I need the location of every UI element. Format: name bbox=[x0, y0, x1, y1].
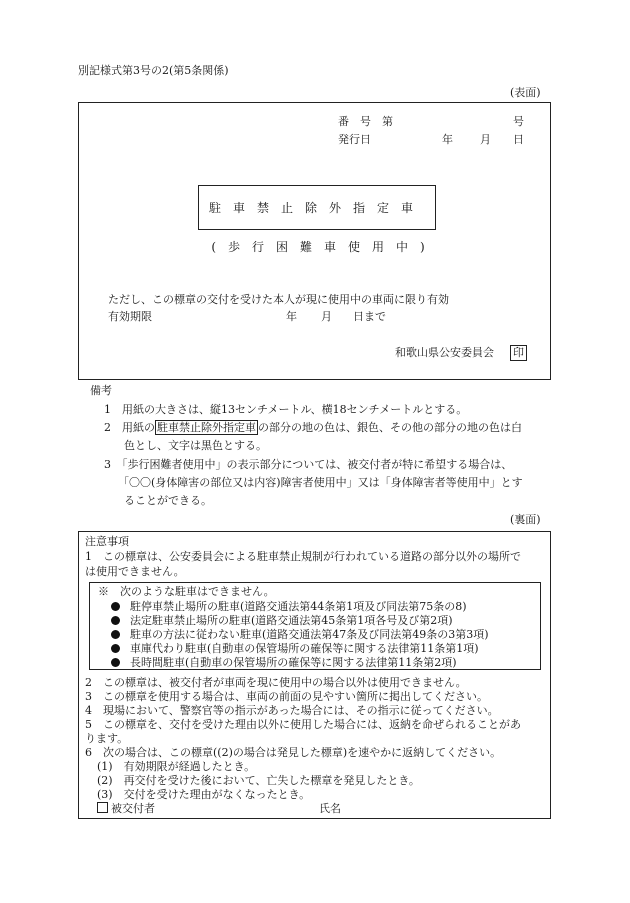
front-label: (表面) bbox=[510, 86, 541, 99]
prohibited-item bbox=[111, 656, 457, 671]
prohibited-item-text: 駐車の方法に従わない駐車(道路交通法第47条及び同法第49条の3第3項) bbox=[130, 628, 489, 641]
bullet-icon bbox=[111, 602, 120, 611]
prohibited-item-text: 長時間駐車(自動車の保管場所の確保等に関する法律第11条第2項) bbox=[130, 656, 457, 669]
issue-month: 月 bbox=[480, 133, 491, 146]
back-card bbox=[78, 531, 551, 819]
expiry-label: 有効期限 bbox=[108, 310, 152, 323]
bullet-icon bbox=[111, 644, 120, 653]
sign-title-box bbox=[198, 185, 436, 230]
number-label: 番 号 第 bbox=[338, 115, 393, 128]
remarks-item-3-line1: 3 「歩行困難者使用中」の表示部分については、被交付者が特に希望する場合は、 bbox=[104, 458, 513, 471]
notes-heading: 注意事項 bbox=[85, 535, 129, 548]
prohibited-item bbox=[111, 642, 479, 657]
note-6-sub-1: (1) 有効期限が経過したとき。 bbox=[97, 760, 256, 773]
prohibited-parking-box bbox=[89, 582, 541, 670]
back-label: (裏面) bbox=[510, 513, 541, 526]
remarks-item-2 bbox=[104, 421, 522, 436]
seal bbox=[510, 345, 527, 361]
note-6-sub-2: (2) 再交付を受けた後において、亡失した標章を発見したとき。 bbox=[97, 774, 420, 787]
remarks-heading: 備考 bbox=[90, 384, 112, 397]
remarks-item-2-suffix: の部分の地の色は、銀色、その他の部分の地の色は白 bbox=[258, 421, 522, 434]
bullet-icon bbox=[111, 616, 120, 625]
prohibited-item bbox=[111, 600, 467, 615]
name-label: 氏名 bbox=[319, 802, 341, 815]
remarks-item-2-prefix: 2 用紙の bbox=[104, 421, 155, 434]
form-number: 別記様式第3号の2(第5条関係) bbox=[78, 64, 229, 77]
expiry-month: 月 bbox=[321, 310, 332, 323]
prohibited-item-text: 車庫代わり駐車(自動車の保管場所の確保等に関する法律第11条第1項) bbox=[130, 642, 479, 655]
prohibited-item bbox=[111, 614, 453, 629]
issue-day: 日 bbox=[513, 133, 524, 146]
note-1-line2: は使用できません。 bbox=[85, 565, 185, 578]
bullet-icon bbox=[111, 658, 120, 667]
issue-date-label: 発行日 bbox=[338, 133, 371, 146]
issue-year: 年 bbox=[442, 133, 453, 146]
recipient-label: 被交付者 bbox=[111, 802, 155, 815]
note-6-sub-3: (3) 交付を受けた理由がなくなったとき。 bbox=[97, 788, 311, 801]
prohibited-item-text: 法定駐車禁止場所の駐車(道路交通法第45条第1項各号及び第2項) bbox=[130, 614, 453, 627]
expiry-year: 年 bbox=[286, 310, 297, 323]
expiry-until: 日まで bbox=[353, 310, 386, 323]
checkbox-icon bbox=[97, 802, 108, 813]
bullet-icon bbox=[111, 630, 120, 639]
remarks-item-2-line2: 色とし、文字は黒色とする。 bbox=[124, 439, 267, 452]
remarks-item-2-boxed: 駐車禁止除外指定車 bbox=[157, 421, 256, 434]
sign-subtitle: (歩行困難車使用中) bbox=[211, 240, 437, 254]
prohibited-item bbox=[111, 628, 489, 643]
number-suffix: 号 bbox=[513, 115, 524, 128]
prohibited-heading: ※ 次のような駐車はできません。 bbox=[98, 585, 275, 598]
validity-note: ただし、この標章の交付を受けた本人が現に使用中の車両に限り有効 bbox=[108, 293, 449, 306]
note-5-line2: ります。 bbox=[85, 732, 129, 745]
remarks-item-3-line2: 「〇〇(身体障害の部位又は内容)障害者使用中」又は「身体障害者等使用中」とす bbox=[118, 476, 523, 489]
prohibited-item-text: 駐停車禁止場所の駐車(道路交通法第44条第1項及び同法第75条の8) bbox=[130, 600, 467, 613]
note-1-line1: 1 この標章は、公安委員会による駐車禁止規制が行われている道路の部分以外の場所で bbox=[85, 550, 521, 563]
note-6: 6 次の場合は、この標章((2)の場合は発見した標章)を速やかに返納してください。 bbox=[85, 746, 502, 759]
note-4: 4 現場において、警察官等の指示があった場合には、その指示に従ってください。 bbox=[85, 704, 499, 717]
note-5-line1: 5 この標章を、交付を受けた理由以外に使用した場合には、返納を命ぜられることがあ bbox=[85, 718, 521, 731]
sign-title: 駐車禁止除外指定車 bbox=[208, 201, 425, 215]
seal-mark: 印 bbox=[510, 345, 527, 361]
recipient-row bbox=[97, 802, 155, 817]
remarks-item-1: 1 用紙の大きさは、縦13センチメートル、横18センチメートルとする。 bbox=[104, 403, 468, 416]
note-2: 2 この標章は、被交付者が車両を現に使用中の場合以外は使用できません。 bbox=[85, 676, 467, 689]
issuer: 和歌山県公安委員会 bbox=[395, 346, 494, 359]
front-card bbox=[78, 102, 551, 380]
note-3: 3 この標章を使用する場合は、車両の前面の見やすい箇所に掲出してください。 bbox=[85, 690, 488, 703]
remarks-item-3-line3: ることができる。 bbox=[124, 494, 212, 507]
